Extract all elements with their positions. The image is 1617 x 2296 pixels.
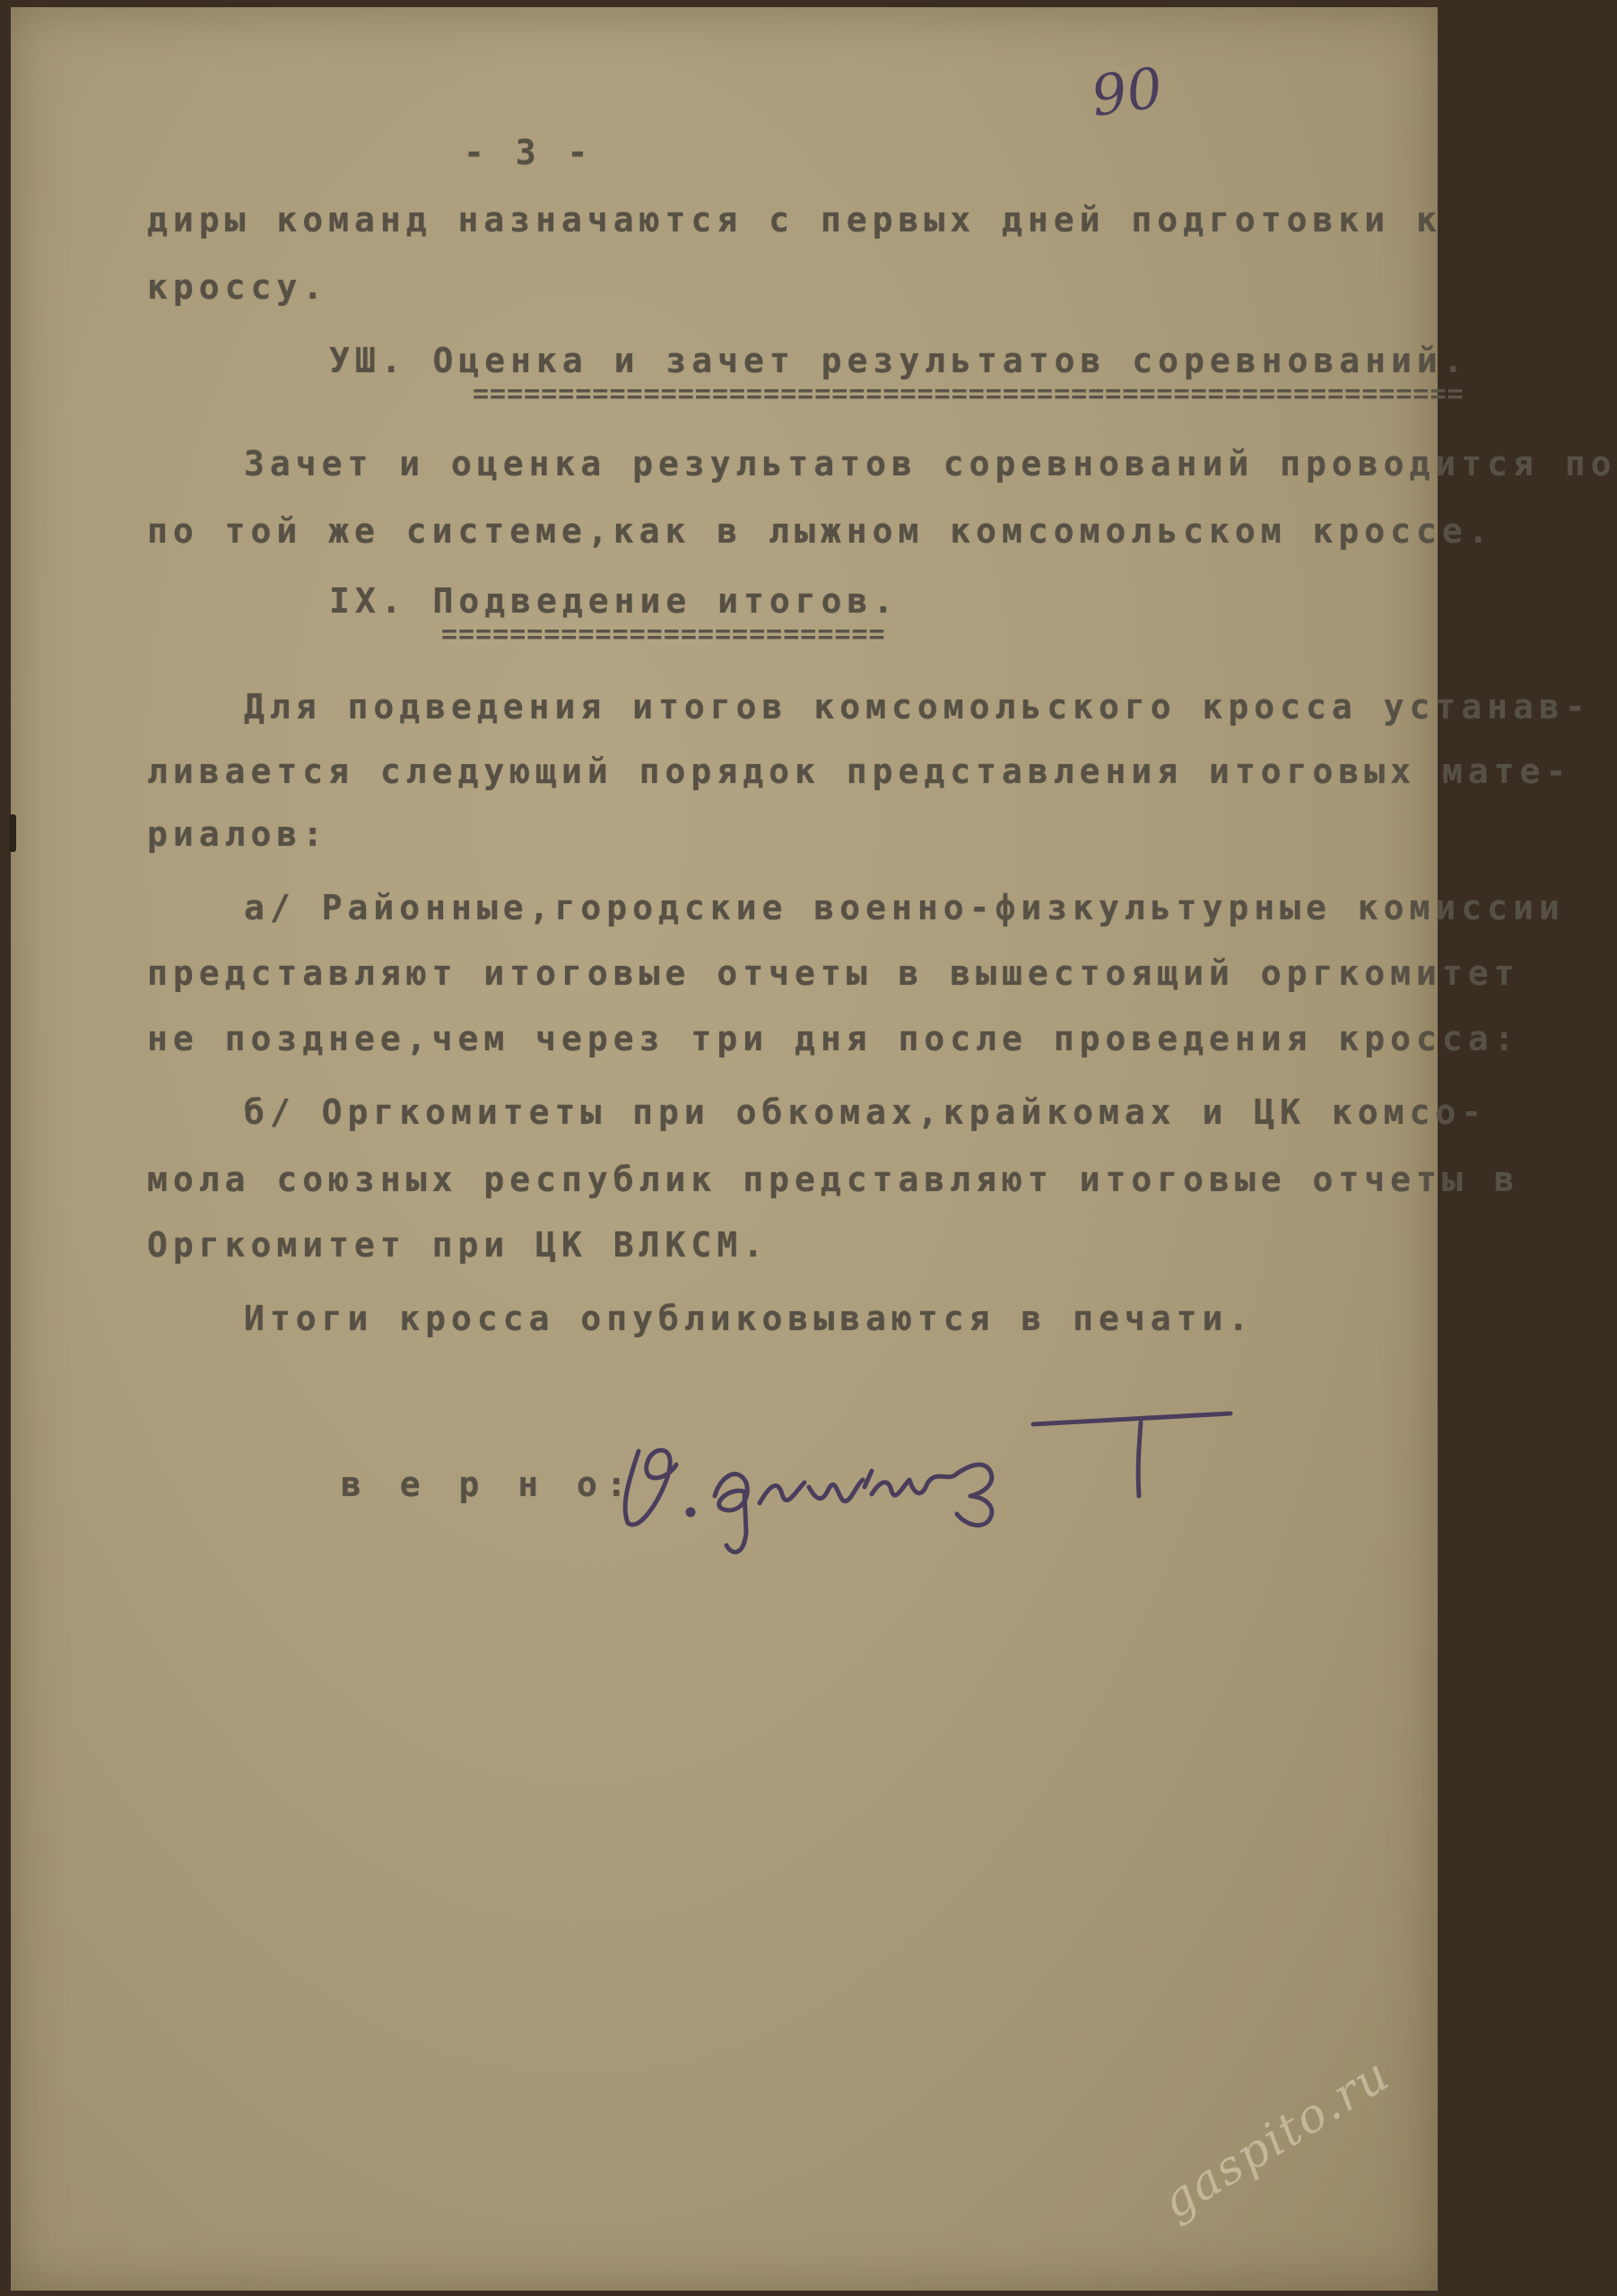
section-heading-8: УШ. Оценка и зачет результатов соревнований. (329, 341, 1469, 380)
text-line: по той же системе,как в лыжном комсомольском кроссе. (147, 511, 1494, 551)
text-line: Зачет и оценка результатов соревнований проводится по (244, 444, 1617, 483)
text-line: Итоги кросса опубликовываются в печати. (244, 1299, 1255, 1338)
text-line: риалов: (147, 814, 329, 854)
handwritten-page-number: 90 (1087, 54, 1167, 130)
text-line: ливается следующий порядок представления итоговых мате- (147, 752, 1572, 791)
text-line: Для подведения итогов комсомольского кросса устанав- (244, 687, 1591, 726)
text-line: кроссу. (147, 267, 329, 307)
heading-underline: ========================================================== (473, 378, 1465, 410)
text-line: б/ Оргкомитеты при обкомах,крайкомах и ЦК комсо- (244, 1092, 1488, 1132)
watermark: gaspito.ru (1152, 2047, 1400, 2230)
document-page (11, 7, 1617, 2291)
page-header: - 3 - (464, 133, 594, 172)
text-line: не позднее,чем через три дня после проведения кросса: (147, 1019, 1520, 1058)
verification-label: в е р н о: (341, 1465, 636, 1504)
text-line: Оргкомитет при ЦК ВЛКСМ. (147, 1225, 769, 1265)
text-line: представляют итоговые отчеты в вышестоящий оргкомитет (147, 953, 1520, 993)
text-line: диры команд назначаются с первых дней подготовки к (147, 200, 1442, 239)
text-line: мола союзных республик представляют итоговые отчеты в (147, 1160, 1520, 1199)
text-line: а/ Районные,городские военно-физкультурные комиссии (244, 888, 1565, 927)
binding-mark (9, 814, 16, 852)
section-heading-9: IX. Подведение итогов. (329, 581, 900, 621)
signature-image (603, 1397, 1248, 1559)
heading-underline: ========================== (441, 619, 886, 650)
